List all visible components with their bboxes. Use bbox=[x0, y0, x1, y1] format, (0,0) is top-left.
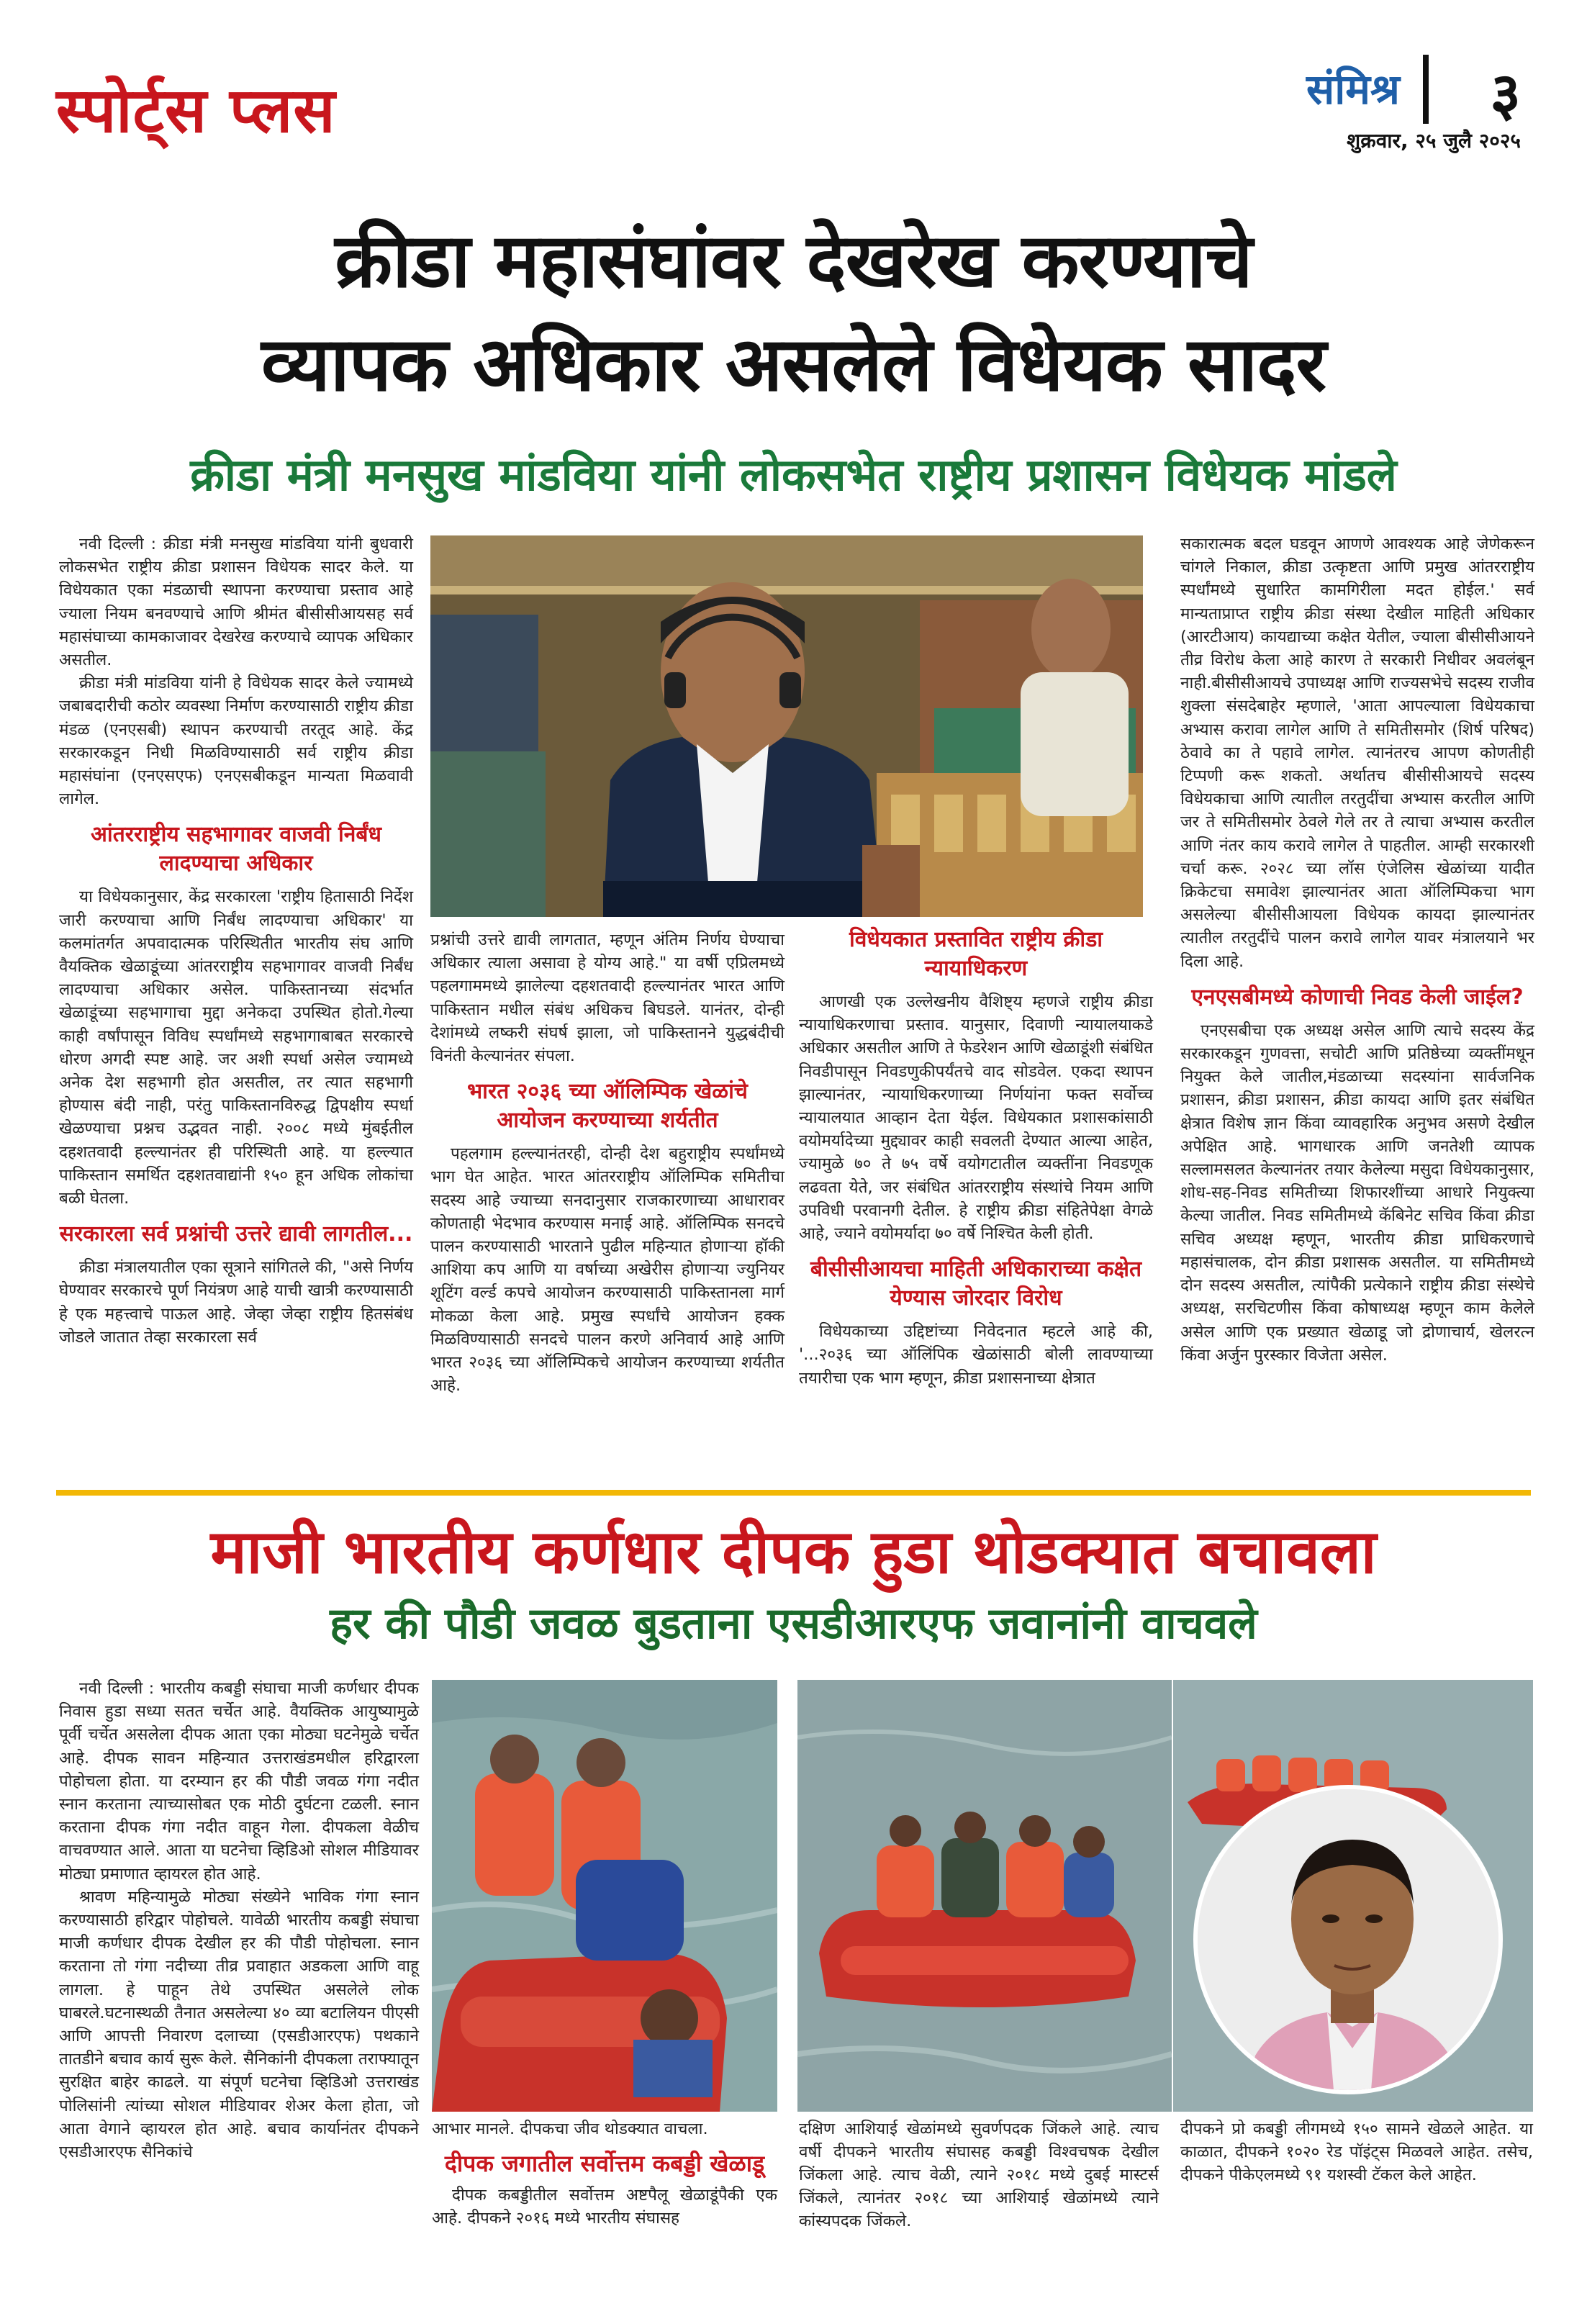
paragraph: विधेयकाच्या उद्दिष्टांच्या निवेदनात म्हटले आहे की, '...२०३६ च्या ऑलिंपिक खेळांसाठी बोली लावण्याच्या तयारीचा एक भाग म्हणून, क्रीडा प्रशासनाच्या क्षेत्रात bbox=[799, 1322, 1153, 1388]
paragraph: आणखी एक उल्लेखनीय वैशिष्ट्य म्हणजे राष्ट्रीय क्रीडा न्यायाधिकरणाचा प्रस्ताव. यानुसार, दिवाणी न्यायालयाकडे अधिकार असतील आणि ते फेडरेशन आणि खेळाडूंशी संबंधित निवडीपासून निवडणुकीपर्यंतचे वाद सोडवेल. एकदा स्थापन झाल्यानंतर, न्यायाधिकरणाच्या निर्णयांना फक्त सर्वोच्च न्यायालयात आव्हान देता येईल. विधेयकात प्रशासकांसाठी वयोमर्यादेच्या मुद्द्यावर काही सवलती देण्यात आल्या आहेत, ज्यामुळे ७० ते ७५ वर्षे वयोगटातील व्यक्तींना निवडणूक लढवता येते, जर संबंधित आंतरराष्ट्रीय संस्थांचे नियम आणि उपविधी परवानगी देतील. हे राष्ट्रीय क्रीडा संहितेपेक्षा वेगळे आहे, ज्याने वयोमर्यादा ७० वर्षे निश्चित केली होती. bbox=[799, 993, 1153, 1244]
paragraph: श्रावण महिन्यामुळे मोठ्या संख्येने भाविक गंगा स्नान करण्यासाठी हरिद्वार पोहोचले. यावेळी भारतीय कबड्डी संघाचा माजी कर्णधार दीपक देखील हर की पौडी पोहोचला. स्नान करताना तो गंगा नदीच्या तीव्र प्रवाहात अडकला आणि वाहू लागला. हे पाहून तेथे उपस्थित असलेले लोक घाबरले.घटनास्थळी तैनात असलेल्या ४० व्या बटालियन पीएसी आणि आपत्ती निवारण दलाच्या (एसडीआरएफ) पथकाने तातडीने बचाव कार्य सुरू केले. सैनिकांनी दीपकला तराफ्यातून सुरक्षित बाहेर काढले. या संपूर्ण घटनेचा व्हिडिओ उत्तराखंड पोलिसांनी त्यांच्या सोशल मीडियावर शेअर केला होता, जो आता वेगाने व्हायरल होत आहे. बचाव कार्यानंतर दीपकने एसडीआरएफ सैनिकांचे bbox=[59, 1887, 419, 2162]
section-name: संमिश्र bbox=[1306, 65, 1400, 114]
story2-column-4 bbox=[1180, 2117, 1533, 2187]
paragraph: आभार मानले. दीपकचा जीव थोडक्यात वाचला. bbox=[432, 2120, 708, 2138]
crosshead: आंतरराष्ट्रीय सहभागावर वाजवी निर्बंध लादण्याचा अधिकार bbox=[91, 822, 381, 877]
story2-headline: माजी भारतीय कर्णधार दीपक हुडा थोडक्यात बचावला bbox=[210, 1516, 1377, 1587]
story1-subheadline: क्रीडा मंत्री मनसुख मांडविया यांनी लोकसभेत राष्ट्रीय प्रशासन विधेयक मांडले bbox=[190, 448, 1397, 501]
story-divider bbox=[56, 1490, 1531, 1496]
paragraph: नवी दिल्ली : क्रीडा मंत्री मनसुख मांडविया यांनी बुधवारी लोकसभेत राष्ट्रीय क्रीडा प्रशासन विधेयक सादर केले. या विधेयकात एका मंडळाची स्थापना करण्याचा प्रस्ताव आहे ज्याला नियम बनवण्याचे आणि श्रीमंत बीसीसीआयसह सर्व महासंघाच्या कामकाजावर देखरेख करण्याचे व्यापक अधिकार असतील. bbox=[59, 535, 413, 670]
crosshead: भारत २०३६ च्या ऑलिम्पिक खेळांचे आयोजन करण्याच्या शर्यतीत bbox=[467, 1079, 748, 1134]
rescue-photo-1 bbox=[432, 1680, 777, 2112]
story2-column-1 bbox=[59, 1677, 419, 2164]
story1-column-1 bbox=[59, 533, 413, 1349]
story2-col2-body bbox=[432, 2149, 777, 2230]
crosshead: सरकारला सर्व प्रश्नांची उत्तरे द्यावी लागतील... bbox=[59, 1221, 413, 1247]
paragraph: दीपक कबड्डीतील सर्वोत्तम अष्टपैलू खेळाडूंपैकी एक आहे. दीपकने २०१६ मध्ये भारतीय संघासह bbox=[432, 2186, 777, 2228]
page-number: ३ bbox=[1490, 60, 1521, 129]
crosshead: एनएसबीमध्ये कोणाची निवड केली जाईल? bbox=[1191, 984, 1524, 1010]
paragraph: सकारात्मक बदल घडवून आणणे आवश्यक आहे जेणेकरून चांगले निकाल, क्रीडा उत्कृष्टता आणि प्रमुख आंतरराष्ट्रीय स्पर्धांमध्ये सुधारित कामगिरीला मदत होईल.' सर्व मान्यताप्राप्त राष्ट्रीय क्रीडा संस्था देखील माहिती अधिकार (आरटीआय) कायद्याच्या कक्षेत येतील, ज्याला बीसीसीआयने तीव्र विरोध केला आहे कारण ते सरकारी निधीवर अवलंबून नाही.बीसीसीआयचे उपाध्यक्ष आणि राज्यसभेचे सदस्य राजीव शुक्ला संसदेबाहेर म्हणाले, 'आता आपल्याला विधेयकाचा अभ्यास करावा लागेल आणि ते समितीसमोर (शिर्ष परिषद) ठेवावे का ते पहावे लागेल. त्यानंतरच आपण कोणतीही टिप्पणी करू शकतो. अर्थातच बीसीसीआयचे सदस्य विधेयकाचा आणि त्यातील तरतुदींचा अभ्यास करतील आणि जर ते समितीसमोर ठेवले गेले तर ते त्याचा अभ्यास करतील आणि नंतर काय करावे लागेल ते पाहतील. आम्ही सरकारशी चर्चा करू. २०२८ च्या लॉस एंजेलिस खेळांच्या यादीत क्रिकेटचा समावेश झाल्यानंतर आता ऑलिम्पिकचा भाग असलेल्या बीसीसीआयला विधेयक कायदा झाल्यानंतर त्यातील तरतुदींचे पालन करावे लागेल यावर मंत्रालयाने भर दिला आहे. bbox=[1180, 535, 1534, 971]
paragraph: क्रीडा मंत्री मांडविया यांनी हे विधेयक सादर केले ज्यामध्ये जबाबदारीची कठोर व्यवस्था निर्माण करण्यासाठी राष्ट्रीय क्रीडा मंडळ (एनएसबी) स्थापन करण्याची तरतूद आहे. केंद्र सरकारकडून निधी मिळविण्यासाठी सर्व राष्ट्रीय क्रीडा महासंघांना (एनएसएफ) एनएसबीकडून मान्यता मिळवावी लागेल. bbox=[59, 674, 413, 809]
paragraph: प्रश्नांची उत्तरे द्यावी लागतात, म्हणून अंतिम निर्णय घेण्याचा अधिकार त्याला असावा हे योग्य आहे." या वर्षी एप्रिलमध्ये पहलगाममध्ये झालेल्या दहशतवादी हल्ल्यानंतर भारत आणि पाकिस्तान मधील संबंध अधिकच बिघडले. यानंतर, दोन्ही देशांमध्ये लष्करी संघर्ष झाला, जो पाकिस्तानने युद्धबंदीची विनंती केल्यानंतर संपला. bbox=[430, 931, 785, 1066]
crosshead: विधेयकात प्रस्तावित राष्ट्रीय क्रीडा न्यायाधिकरण bbox=[849, 927, 1103, 981]
masthead-divider bbox=[1423, 55, 1429, 124]
paragraph: पहलगाम हल्ल्यानंतरही, दोन्ही देश बहुराष्ट्रीय स्पर्धांमध्ये भाग घेत आहेत. भारत आंतरराष्ट्रीय ऑलिम्पिक समितीचा सदस्य आहे ज्याच्या सनदानुसार राजकारणाच्या आधारावर कोणताही भेदभाव करण्यास मनाई आहे. ऑलिम्पिक सनदचे पालन करण्यासाठी भारताने पुढील महिन्यात होणाऱ्या हॉकी आशिया कप आणि या वर्षाच्या अखेरीस होणाऱ्या ज्युनियर शूटिंग वर्ल्ड कपचे आयोजन करण्यासाठी पाकिस्तानला मार्ग मोकळा केला आहे. प्रमुख स्पर्धांचे आयोजन हक्क मिळविण्यासाठी सनदचे पालन करणे अनिवार्य आहे आणि भारत २०३६ च्या ऑलिम्पिकचे आयोजन करण्याच्या शर्यतीत आहे. bbox=[430, 1144, 785, 1396]
story1-column-2 bbox=[430, 928, 785, 1397]
paragraph: या विधेयकानुसार, केंद्र सरकारला 'राष्ट्रीय हितासाठी निर्देश जारी करण्याचा आणि निर्बंध लादण्याचा अधिकार' या कलमांतर्गत अपवादात्मक परिस्थितीत भारतीय संघ आणि वैयक्तिक खेळाडूंच्या आंतरराष्ट्रीय सहभागावर वाजवी निर्बंध लादण्याचा अधिकार असेल. पाकिस्तानच्या संदर्भात खेळाडूंच्या सहभागाचा मुद्दा अनेकदा उपस्थित होतो.गेल्या काही वर्षांपासून विविध स्पर्धांमध्ये सहभागाबाबत सरकारचे धोरण अगदी स्पष्ट आहे. जर अशी स्पर्धा असेल ज्यामध्ये अनेक देश सहभागी होत असतील, तर त्यात सहभागी होण्यास बंदी नाही, परंतु पाकिस्तानविरुद्ध द्विपक्षीय स्पर्धा खेळण्याचा प्रश्नच उद्भवत नाही. २००८ मध्ये मुंबईतील दहशतवादी हल्ल्यानंतर ही परिस्थिती आहे. या हल्ल्यात पाकिस्तान समर्थित दहशतवाद्यांनी १५० हून अधिक लोकांचा बळी घेतला. bbox=[59, 887, 413, 1208]
masthead: स्पोर्ट्स प्लस bbox=[56, 74, 336, 147]
lok-sabha-photo bbox=[430, 535, 1143, 917]
crosshead: दीपक जगातील सर्वोत्तम कबड्डी खेळाडू bbox=[444, 2150, 765, 2177]
paragraph: नवी दिल्ली : भारतीय कबड्डी संघाचा माजी कर्णधार दीपक निवास हुडा सध्या सतत चर्चेत आहे. वैयक्तिक आयुष्यामुळे पूर्वी चर्चेत असलेला दीपक आता एका मोठ्या घटनेमुळे चर्चेत आहे. दीपक सावन महिन्यात उत्तराखंडमधील हरिद्वारला पोहोचला होता. या दरम्यान हर की पौडी जवळ गंगा नदीत स्नान करताना त्याच्यासोबत एक मोठी दुर्घटना टळली. स्नान करताना दीपक गंगा नदीत वाहून गेला. दीपकला वेळीच वाचवण्यात आले. आता या घटनेचा व्हिडिओ सोशल मीडियावर मोठ्या प्रमाणात व्हायरल होत आहे. bbox=[59, 1679, 419, 1884]
story2-subheadline: हर की पौडी जवळ बुडताना एसडीआरएफ जवानांनी वाचवले bbox=[330, 1599, 1257, 1649]
story2-column-3 bbox=[799, 2117, 1159, 2233]
crosshead: बीसीसीआयचा माहिती अधिकाराच्या कक्षेत येण्यास जोरदार विरोध bbox=[810, 1257, 1142, 1311]
story1-column-4 bbox=[1180, 533, 1534, 1367]
issue-date: शुक्रवार, २५ जुलै २०२५ bbox=[1347, 129, 1521, 153]
paragraph: क्रीडा मंत्रालयातील एका सूत्राने सांगितले की, "असे निर्णय घेण्यावर सरकारचे पूर्ण नियंत्रण आहे याची खात्री करण्यासाठी हे एक महत्त्वाचे पाऊल आहे. जेव्हा जेव्हा राष्ट्रीय हितसंबंध जोडले जातात तेव्हा सरकारला सर्व bbox=[59, 1258, 413, 1347]
paragraph: दक्षिण आशियाई खेळांमध्ये सुवर्णपदक जिंकले आहे. त्याच वर्षी दीपकने भारतीय संघासह कबड्डी विश्वचषक देखील जिंकला आहे. त्याच वेळी, त्याने २०१८ मध्ये दुबई मास्टर्स जिंकले, त्यानंतर २०१८ च्या आशियाई खेळांमध्ये त्याने कांस्यपदक जिंकले. bbox=[799, 2120, 1159, 2230]
headline-line-1: क्रीडा महासंघांवर देखरेख करण्याचे bbox=[335, 217, 1252, 304]
rescue-photo-2 bbox=[797, 1680, 1172, 2112]
story2-column-2 bbox=[432, 2117, 777, 2230]
paragraph: दीपकने प्रो कबड्डी लीगमध्ये १५० सामने खेळले आहेत. या काळात, दीपकने १०२० रेड पॉइंट्स मिळवले आहेत. तसेच, दीपकने पीकेएलमध्ये ९१ यशस्वी टॅकल केले आहेत. bbox=[1180, 2120, 1533, 2184]
paragraph: एनएसबीचा एक अध्यक्ष असेल आणि त्याचे सदस्य केंद्र सरकारकडून गुणवत्ता, सचोटी आणि प्रतिष्ठेच्या व्यक्तींमधून नियुक्त केले जातील,मंडळाच्या सदस्यांना सार्वजनिक प्रशासन, क्रीडा प्रशासन, क्रीडा कायदा आणि इतर संबंधित क्षेत्रात विशेष ज्ञान किंवा व्यावहारिक अनुभव असणे देखील अपेक्षित आहे. भागधारक आणि जनतेशी व्यापक सल्लामसलत केल्यानंतर तयार केलेल्या मसुदा विधेयकानुसार, शोध-सह-निवड समितीच्या शिफारशींच्या आधारे नियुक्त्या केल्या जातील. निवड समितीमध्ये कॅबिनेट सचिव किंवा क्रीडा सचिव अध्यक्ष म्हणून, भारतीय क्रीडा प्राधिकरणाचे महासंचालक, दोन क्रीडा प्रशासक असतील. या समितीमध्ये दोन सदस्य असतील, त्यांपैकी प्रत्येकाने राष्ट्रीय क्रीडा संस्थेचे अध्यक्ष, सरचिटणीस किंवा कोषाध्यक्ष म्हणून काम केलेले असेल आणि एक प्रख्यात खेळाडू जो द्रोणाचार्य, खेलरत्न किंवा अर्जुन पुरस्कार विजेता असेल. bbox=[1180, 1021, 1534, 1365]
headline-line-2: व्यापक अधिकार असलेले विधेयक सादर bbox=[261, 320, 1326, 408]
story1-column-3 bbox=[799, 926, 1153, 1390]
player-portrait bbox=[1193, 1785, 1503, 2094]
